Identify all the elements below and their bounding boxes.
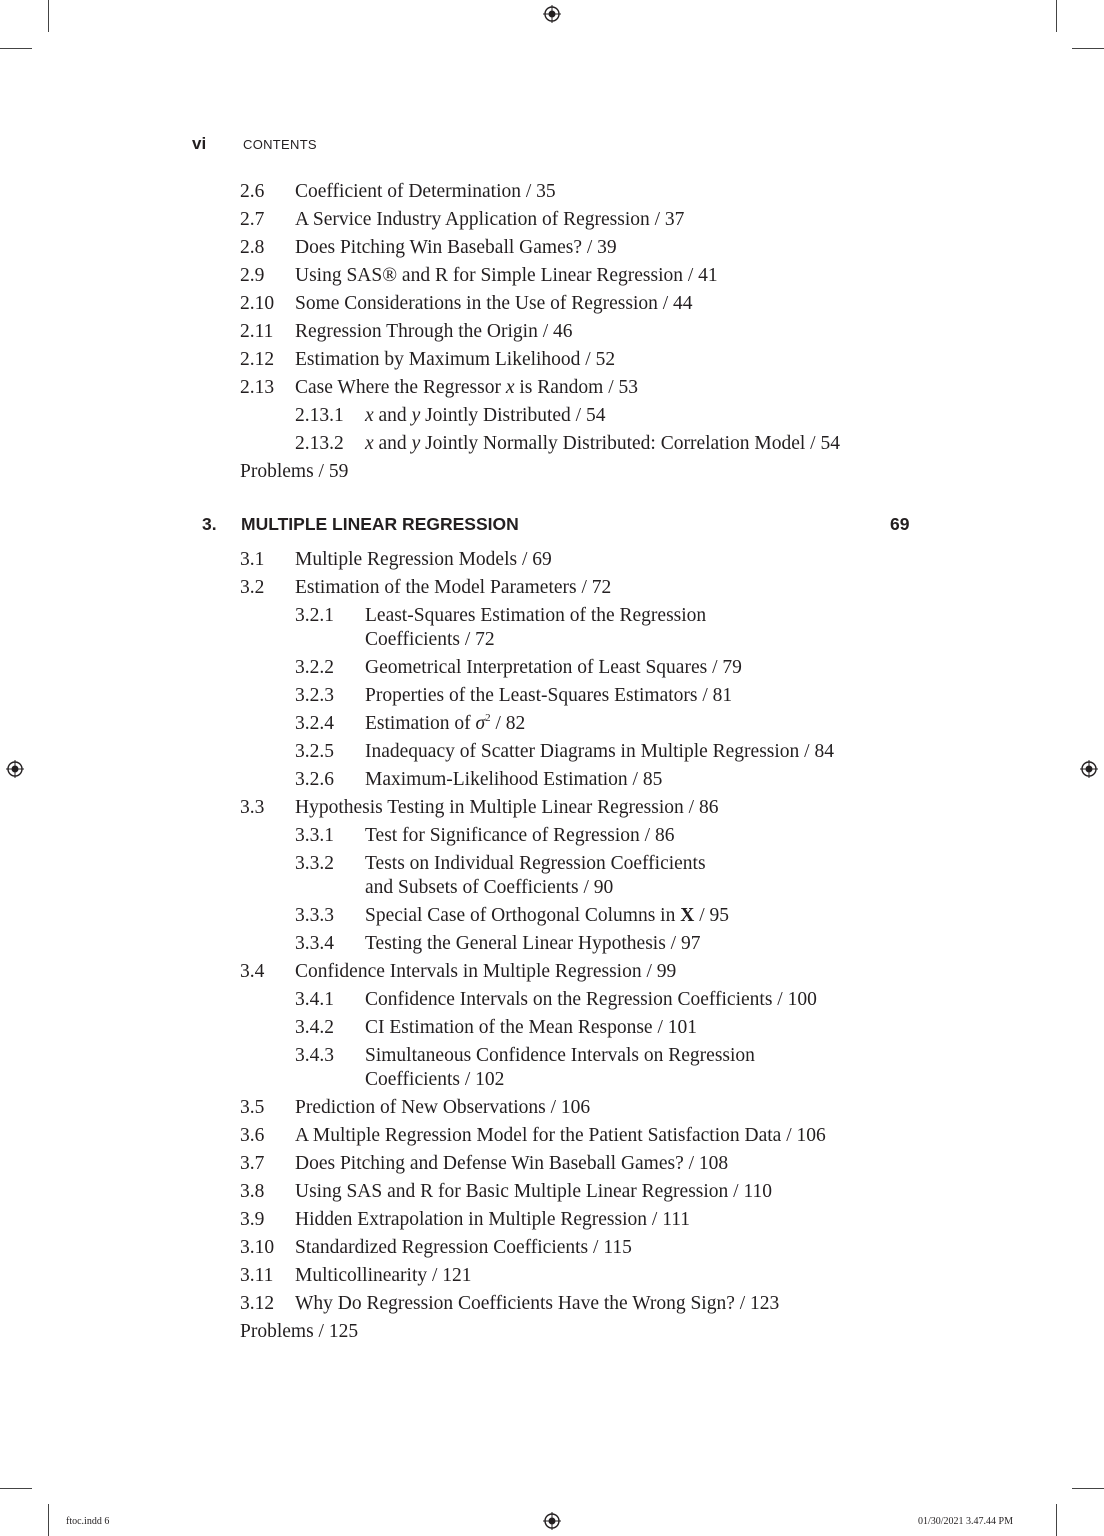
page-number: vi <box>192 134 207 153</box>
toc-item-title[interactable]: Regression Through the Origin / 46 <box>295 321 573 342</box>
toc-item-title[interactable]: Hypothesis Testing in Multiple Linear Regression / 86 <box>295 797 719 818</box>
toc-item-number: 3.5 <box>240 1097 265 1118</box>
toc-item-title[interactable]: Some Considerations in the Use of Regression / 44 <box>295 293 693 314</box>
crop-mark <box>0 48 32 49</box>
toc-item-number: 3.7 <box>240 1153 265 1174</box>
toc-item-title[interactable]: Problems / 59 <box>240 461 349 482</box>
toc-item-title[interactable]: Testing the General Linear Hypothesis / 97 <box>365 933 701 954</box>
toc-item-title[interactable]: Why Do Regression Coefficients Have the Wrong Sign? / 123 <box>295 1293 780 1314</box>
toc-item-title-continued[interactable]: Coefficients / 72 <box>365 629 495 650</box>
toc-item-number: 3.8 <box>240 1181 265 1202</box>
toc-item-number: 3.2.6 <box>295 769 334 790</box>
toc-item-number: 3.3.2 <box>295 853 334 874</box>
toc-item-title[interactable]: Using SAS and R for Basic Multiple Linear Regression / 110 <box>295 1181 772 1202</box>
toc-item-title[interactable]: Multiple Regression Models / 69 <box>295 549 552 570</box>
toc-item-number: 3.9 <box>240 1209 265 1230</box>
registration-mark-icon <box>543 1512 561 1530</box>
registration-mark-icon <box>1080 760 1098 778</box>
toc-item-number: 3.10 <box>240 1237 275 1258</box>
toc-item-number: 3.2.2 <box>295 657 334 678</box>
toc-item-number: 3.4.3 <box>295 1045 334 1066</box>
toc-item-number: 3.4.1 <box>295 989 334 1010</box>
toc-item-number: 3.3.3 <box>295 905 334 926</box>
toc-item-title-continued[interactable]: Coefficients / 102 <box>365 1069 505 1090</box>
crop-mark <box>48 1504 49 1536</box>
toc-item-number: 3.3 <box>240 797 265 818</box>
toc-item-title[interactable]: Geometrical Interpretation of Least Squares / 79 <box>365 657 742 678</box>
toc-item-number: 2.12 <box>240 349 275 370</box>
toc-item-title[interactable]: Tests on Individual Regression Coefficients <box>365 853 706 874</box>
toc-item-title[interactable]: Does Pitching Win Baseball Games? / 39 <box>295 237 617 258</box>
registration-mark-icon <box>543 5 561 23</box>
toc-item-number: 3.2 <box>240 577 265 598</box>
toc-item-title[interactable]: Estimation of the Model Parameters / 72 <box>295 577 612 598</box>
toc-item-title[interactable]: Coefficient of Determination / 35 <box>295 181 556 202</box>
chapter-number: 3. <box>202 514 217 534</box>
toc-item-number: 3.2.3 <box>295 685 334 706</box>
toc-item-number: 3.2.4 <box>295 713 334 734</box>
toc-item-title[interactable]: Test for Significance of Regression / 86 <box>365 825 675 846</box>
toc-item-number: 2.11 <box>240 321 274 342</box>
crop-mark <box>1056 0 1057 32</box>
toc-item-number: 3.4.2 <box>295 1017 334 1038</box>
toc-item-title[interactable]: x and y Jointly Normally Distributed: Correlation Model / 54 <box>365 433 840 454</box>
toc-item-title[interactable]: Hidden Extrapolation in Multiple Regression / 111 <box>295 1209 690 1230</box>
toc-item-title[interactable]: x and y Jointly Distributed / 54 <box>365 405 606 426</box>
crop-mark <box>0 1488 32 1489</box>
toc-item-number: 2.13.1 <box>295 405 344 426</box>
toc-item-title[interactable]: Problems / 125 <box>240 1321 359 1342</box>
toc-item-number: 3.2.1 <box>295 605 334 626</box>
toc-item-title[interactable]: Prediction of New Observations / 106 <box>295 1097 591 1118</box>
crop-mark <box>1072 1488 1104 1489</box>
timestamp-slug: 01/30/2021 3.47.44 PM <box>918 1516 1014 1527</box>
toc-item-number: 2.13 <box>240 377 275 398</box>
toc-item-title[interactable]: Special Case of Orthogonal Columns in X / 95 <box>365 905 729 926</box>
toc-item-number: 3.2.5 <box>295 741 334 762</box>
toc-item-number: 2.8 <box>240 237 265 258</box>
toc-item-title[interactable]: Standardized Regression Coefficients / 115 <box>295 1237 632 1258</box>
crop-mark <box>1072 48 1104 49</box>
toc-item-number: 3.12 <box>240 1293 275 1314</box>
chapter-page: 69 <box>890 514 910 534</box>
toc-item-title[interactable]: CI Estimation of the Mean Response / 101 <box>365 1017 697 1038</box>
toc-item-title[interactable]: Simultaneous Confidence Intervals on Regression <box>365 1045 755 1066</box>
toc-item-title[interactable]: Confidence Intervals in Multiple Regression / 99 <box>295 961 677 982</box>
toc-item-title-continued[interactable]: and Subsets of Coefficients / 90 <box>365 877 614 898</box>
crop-mark <box>1056 1504 1057 1536</box>
registration-mark-icon <box>6 760 24 778</box>
chapter-title: MULTIPLE LINEAR REGRESSION <box>241 514 519 534</box>
toc-item-title[interactable]: Least-Squares Estimation of the Regression <box>365 605 707 626</box>
toc-item-number: 3.4 <box>240 961 265 982</box>
toc-item-title[interactable]: Estimation of $\sigma^2 / 82$ <box>365 712 526 734</box>
toc-item-title[interactable]: Estimation by Maximum Likelihood / 52 <box>295 349 616 370</box>
toc-item-title[interactable]: A Service Industry Application of Regression / 37 <box>295 209 685 230</box>
toc-item-number: 3.11 <box>240 1265 274 1286</box>
toc-item-title[interactable]: Properties of the Least-Squares Estimators / 81 <box>365 685 733 706</box>
toc-item-title[interactable]: Maximum-Likelihood Estimation / 85 <box>365 769 663 790</box>
crop-mark <box>48 0 49 32</box>
toc-item-number: 3.3.4 <box>295 933 334 954</box>
toc-item-number: 3.6 <box>240 1125 265 1146</box>
toc-item-number: 2.13.2 <box>295 433 344 454</box>
running-head: CONTENTS <box>243 137 317 152</box>
toc-item-title[interactable]: A Multiple Regression Model for the Patient Satisfaction Data / 106 <box>295 1125 826 1146</box>
toc-item-title[interactable]: Inadequacy of Scatter Diagrams in Multiple Regression / 84 <box>365 741 834 762</box>
toc-item-number: 2.6 <box>240 181 265 202</box>
toc-item-title[interactable]: Does Pitching and Defense Win Baseball Games? / 108 <box>295 1153 729 1174</box>
toc-item-title[interactable]: Case Where the Regressor x is Random / 53 <box>295 377 638 398</box>
toc-item-number: 2.7 <box>240 209 265 230</box>
toc-item-title[interactable]: Confidence Intervals on the Regression Coefficients / 100 <box>365 989 817 1010</box>
toc-item-number: 2.9 <box>240 265 265 286</box>
file-slug: ftoc.indd 6 <box>66 1516 110 1527</box>
toc-item-number: 2.10 <box>240 293 275 314</box>
toc-item-title[interactable]: Multicollinearity / 121 <box>295 1265 472 1286</box>
toc-item-number: 3.1 <box>240 549 265 570</box>
toc-item-number: 3.3.1 <box>295 825 334 846</box>
toc-item-title[interactable]: Using SAS® and R for Simple Linear Regression / 41 <box>295 265 718 286</box>
